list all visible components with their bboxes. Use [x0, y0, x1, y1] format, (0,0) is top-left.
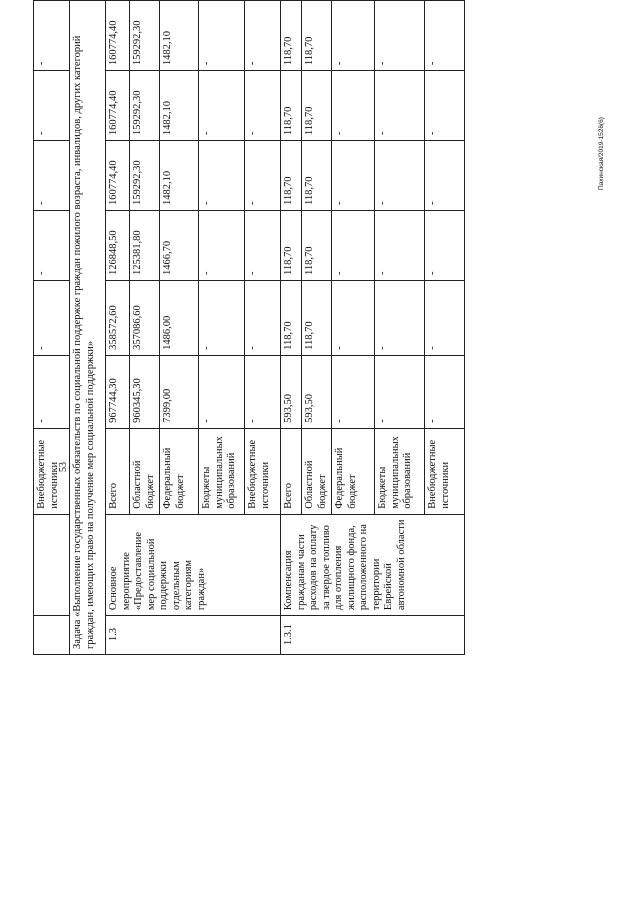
- source-cell: Всего: [281, 428, 302, 514]
- value-cell: -: [425, 1, 465, 71]
- value-cell: -: [425, 71, 465, 141]
- value-cell: -: [199, 71, 245, 141]
- number-cell: [34, 616, 70, 655]
- source-cell: Всего: [106, 428, 130, 514]
- value-cell: -: [199, 141, 245, 211]
- source-cell: Федеральный бюджет: [332, 428, 375, 514]
- value-cell: 159292,30: [130, 71, 160, 141]
- value-cell: -: [34, 281, 70, 356]
- value-cell: -: [34, 211, 70, 281]
- value-cell: -: [34, 1, 70, 71]
- value-cell: 7399,00: [160, 355, 199, 428]
- funding-table: [33, 0, 465, 655]
- value-cell: -: [332, 211, 375, 281]
- value-cell: -: [375, 211, 425, 281]
- value-cell: 118,70: [302, 141, 332, 211]
- value-cell: 125381,80: [130, 211, 160, 281]
- value-cell: -: [375, 281, 425, 356]
- value-cell: 1482,10: [160, 1, 199, 71]
- item-number-cell: 1.3: [106, 616, 281, 655]
- value-cell: -: [245, 1, 281, 71]
- value-cell: -: [245, 211, 281, 281]
- value-cell: 118,70: [281, 1, 302, 71]
- task-row: [70, 1, 106, 655]
- table-row: [34, 1, 70, 655]
- value-cell: -: [245, 71, 281, 141]
- task-cell: Задача «Выполнение государственных обязательств по социальной поддержке граждан пожилого возраста, инвалидов, других категорий граждан, имеющих право на получение мер социальной поддержки»: [70, 1, 106, 655]
- value-cell: 118,70: [281, 71, 302, 141]
- value-cell: -: [199, 355, 245, 428]
- table-row: [281, 1, 302, 655]
- value-cell: 118,70: [281, 211, 302, 281]
- value-cell: 126848,50: [106, 211, 130, 281]
- value-cell: -: [425, 211, 465, 281]
- value-cell: 118,70: [302, 281, 332, 356]
- value-cell: 1466,70: [160, 211, 199, 281]
- name-cell: [34, 514, 70, 615]
- value-cell: 1486,00: [160, 281, 199, 356]
- source-cell: Областной бюджет: [130, 428, 160, 514]
- value-cell: 967744,30: [106, 355, 130, 428]
- value-cell: 593,50: [281, 355, 302, 428]
- item-number-cell: 1.3.1: [281, 616, 465, 655]
- value-cell: -: [245, 355, 281, 428]
- value-cell: 118,70: [281, 281, 302, 356]
- item-name-cell: Основное мероприятие «Предоставление мер социальной поддержки отдельным категориям граждан»: [106, 514, 281, 615]
- value-cell: -: [425, 141, 465, 211]
- table-row: [106, 1, 130, 655]
- value-cell: 118,70: [281, 141, 302, 211]
- value-cell: -: [199, 211, 245, 281]
- source-cell: Внебюджетные источники: [34, 428, 70, 514]
- page-number: 53: [58, 462, 69, 472]
- value-cell: 160774,40: [106, 141, 130, 211]
- value-cell: -: [375, 1, 425, 71]
- value-cell: 160774,40: [106, 71, 130, 141]
- value-cell: 159292,30: [130, 141, 160, 211]
- value-cell: -: [199, 281, 245, 356]
- value-cell: -: [375, 355, 425, 428]
- source-cell: Бюджеты муниципальных образований: [375, 428, 425, 514]
- source-cell: Внебюджетные источники: [425, 428, 465, 514]
- value-cell: -: [332, 71, 375, 141]
- value-cell: 118,70: [302, 211, 332, 281]
- value-cell: -: [425, 355, 465, 428]
- source-cell: Федеральный бюджет: [160, 428, 199, 514]
- value-cell: -: [245, 281, 281, 356]
- value-cell: -: [425, 281, 465, 356]
- value-cell: -: [375, 141, 425, 211]
- value-cell: -: [34, 71, 70, 141]
- value-cell: 358572,60: [106, 281, 130, 356]
- value-cell: -: [332, 281, 375, 356]
- value-cell: -: [34, 141, 70, 211]
- value-cell: -: [245, 141, 281, 211]
- value-cell: 160774,40: [106, 1, 130, 71]
- document-stamp: Пахинская/2019-1526(6): [598, 117, 605, 190]
- item-name-cell: Компенсация гражданам части расходов на оплату за твердое топливо для отопления жилищного фонда, расположенного на территории Еврейской автономной области: [281, 514, 465, 615]
- value-cell: 357086,60: [130, 281, 160, 356]
- value-cell: -: [332, 1, 375, 71]
- value-cell: 1482,10: [160, 71, 199, 141]
- value-cell: 593,50: [302, 355, 332, 428]
- source-cell: Областной бюджет: [302, 428, 332, 514]
- value-cell: 118,70: [302, 1, 332, 71]
- value-cell: 159292,30: [130, 1, 160, 71]
- value-cell: -: [199, 1, 245, 71]
- source-cell: Бюджеты муниципальных образований: [199, 428, 245, 514]
- source-cell: Внебюджетные источники: [245, 428, 281, 514]
- value-cell: -: [332, 355, 375, 428]
- value-cell: 118,70: [302, 71, 332, 141]
- value-cell: -: [375, 71, 425, 141]
- value-cell: 960345,30: [130, 355, 160, 428]
- value-cell: -: [332, 141, 375, 211]
- value-cell: 1482,10: [160, 141, 199, 211]
- value-cell: -: [34, 355, 70, 428]
